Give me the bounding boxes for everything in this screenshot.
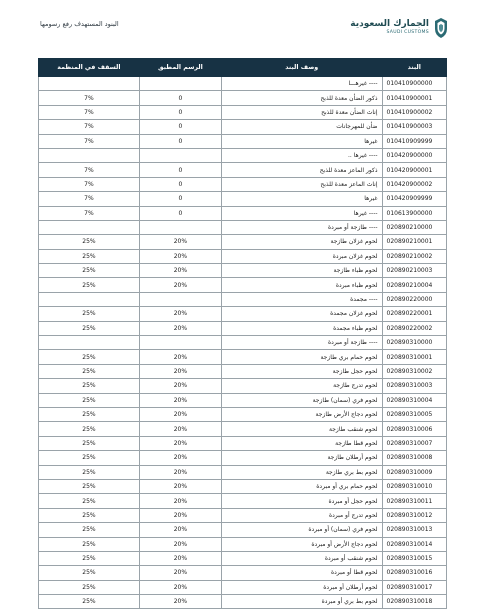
- table-row: [39, 278, 447, 292]
- table-row: [39, 177, 447, 191]
- table-row: [39, 350, 447, 364]
- cap-cell: 25%: [39, 508, 140, 522]
- item-code-cell: 020890310013: [382, 523, 446, 537]
- applied-rate-cell: 20%: [139, 580, 221, 594]
- cap-cell: 25%: [39, 523, 140, 537]
- cap-cell: 25%: [39, 595, 140, 609]
- saudi-customs-emblem-icon: [433, 17, 449, 39]
- column-header-item-code: البند: [382, 59, 446, 77]
- table-row: [39, 307, 447, 321]
- saudi-customs-logo: [350, 15, 449, 41]
- table-row: [39, 220, 447, 234]
- cap-cell: 25%: [39, 278, 140, 292]
- item-code-cell: 020890210000: [382, 220, 446, 234]
- description-cell: لحوم ظباء مجمدة: [221, 321, 382, 335]
- description-cell: لحوم أرطلان أو مبردة: [221, 580, 382, 594]
- item-code-cell: 010420900000: [382, 148, 446, 162]
- cap-cell: 25%: [39, 494, 140, 508]
- cap-cell: 25%: [39, 465, 140, 479]
- table-row: [39, 422, 447, 436]
- item-code-cell: 020890310015: [382, 551, 446, 565]
- table-row: [39, 508, 447, 522]
- description-cell: لحوم فري (سمان) أو مبردة: [221, 523, 382, 537]
- item-code-cell: 020890220000: [382, 292, 446, 306]
- description-cell: ---- طازجة أو مبردة: [221, 336, 382, 350]
- description-cell: إناث الماعز معدة للذبح: [221, 177, 382, 191]
- applied-rate-cell: 20%: [139, 278, 221, 292]
- table-row: [39, 364, 447, 378]
- description-cell: ---- غيرها: [221, 206, 382, 220]
- cap-cell: 7%: [39, 105, 140, 119]
- applied-rate-cell: 0: [139, 206, 221, 220]
- description-cell: لحوم دجاج الأرض طازجة: [221, 407, 382, 421]
- applied-rate-cell: 0: [139, 120, 221, 134]
- description-cell: غيرها: [221, 134, 382, 148]
- item-code-cell: 020890310001: [382, 350, 446, 364]
- table-row: [39, 192, 447, 206]
- item-code-cell: 020890210001: [382, 235, 446, 249]
- item-code-cell: 010420900001: [382, 163, 446, 177]
- item-code-cell: 020890310017: [382, 580, 446, 594]
- cap-cell: 7%: [39, 206, 140, 220]
- table-row: [39, 91, 447, 105]
- description-cell: ---- طازجة أو مبردة: [221, 220, 382, 234]
- applied-rate-cell: [139, 220, 221, 234]
- description-cell: ضأن للمهرجانات: [221, 120, 382, 134]
- item-code-cell: 010613900000: [382, 206, 446, 220]
- table-row: [39, 479, 447, 493]
- cap-cell: 25%: [39, 393, 140, 407]
- table-row: [39, 249, 447, 263]
- table-row: [39, 407, 447, 421]
- item-code-cell: 020890310000: [382, 336, 446, 350]
- description-cell: لحوم بط بري طازجة: [221, 465, 382, 479]
- item-code-cell: 020890310009: [382, 465, 446, 479]
- table-row: [39, 465, 447, 479]
- applied-rate-cell: 20%: [139, 393, 221, 407]
- item-code-cell: 020890210004: [382, 278, 446, 292]
- item-code-cell: 010420909999: [382, 192, 446, 206]
- cap-cell: 25%: [39, 407, 140, 421]
- description-cell: لحوم غزلان مجمدة: [221, 307, 382, 321]
- table-header-row: [39, 59, 447, 77]
- item-code-cell: 020890210002: [382, 249, 446, 263]
- description-cell: ---- غيرها ..: [221, 148, 382, 162]
- table-row: [39, 393, 447, 407]
- cap-cell: [39, 336, 140, 350]
- item-code-cell: 020890310010: [382, 479, 446, 493]
- description-cell: لحوم حجل طازجة: [221, 364, 382, 378]
- item-code-cell: 020890220002: [382, 321, 446, 335]
- applied-rate-cell: 20%: [139, 494, 221, 508]
- column-header-applied-rate: الرسم المطبق: [139, 59, 221, 77]
- cap-cell: 7%: [39, 120, 140, 134]
- table-row: [39, 537, 447, 551]
- table-row: [39, 120, 447, 134]
- applied-rate-cell: 20%: [139, 350, 221, 364]
- applied-rate-cell: 0: [139, 105, 221, 119]
- table-row: [39, 336, 447, 350]
- cap-cell: 7%: [39, 91, 140, 105]
- table-row: [39, 595, 447, 609]
- description-cell: لحوم شنقب طازجة: [221, 422, 382, 436]
- description-cell: لحوم أرطلان طازجة: [221, 451, 382, 465]
- cap-cell: 25%: [39, 307, 140, 321]
- description-cell: لحوم حمام بري أو مبردة: [221, 479, 382, 493]
- item-code-cell: 020890310002: [382, 364, 446, 378]
- tariff-table-container: [38, 58, 447, 609]
- cap-cell: 25%: [39, 321, 140, 335]
- description-cell: ذكور الضأن معدة للذبح: [221, 91, 382, 105]
- table-row: [39, 580, 447, 594]
- item-code-cell: 020890210003: [382, 264, 446, 278]
- cap-cell: 25%: [39, 479, 140, 493]
- applied-rate-cell: 20%: [139, 407, 221, 421]
- item-code-cell: 020890220001: [382, 307, 446, 321]
- description-cell: ذكور الماعز معدة للذبح: [221, 163, 382, 177]
- applied-rate-cell: 0: [139, 177, 221, 191]
- applied-rate-cell: 20%: [139, 465, 221, 479]
- applied-rate-cell: [139, 77, 221, 91]
- item-code-cell: 020890310012: [382, 508, 446, 522]
- item-code-cell: 010420900002: [382, 177, 446, 191]
- table-row: [39, 436, 447, 450]
- item-code-cell: 020890310014: [382, 537, 446, 551]
- description-cell: ---- مجمدة: [221, 292, 382, 306]
- applied-rate-cell: 20%: [139, 264, 221, 278]
- description-cell: غيرها: [221, 192, 382, 206]
- applied-rate-cell: 20%: [139, 566, 221, 580]
- item-code-cell: 020890310003: [382, 379, 446, 393]
- table-row: [39, 264, 447, 278]
- cap-cell: 25%: [39, 422, 140, 436]
- applied-rate-cell: 20%: [139, 307, 221, 321]
- description-cell: ---- غيرهـــا: [221, 77, 382, 91]
- description-cell: إناث الضأن معدة للذبح: [221, 105, 382, 119]
- table-row: [39, 148, 447, 162]
- description-cell: لحوم ظباء طازجة: [221, 264, 382, 278]
- applied-rate-cell: 0: [139, 134, 221, 148]
- applied-rate-cell: 20%: [139, 595, 221, 609]
- applied-rate-cell: 20%: [139, 249, 221, 263]
- applied-rate-cell: 20%: [139, 451, 221, 465]
- cap-cell: 25%: [39, 566, 140, 580]
- logo-english-name: SAUDI CUSTOMS: [386, 30, 429, 36]
- description-cell: لحوم ظباء مبردة: [221, 278, 382, 292]
- table-body: [39, 77, 447, 609]
- cap-cell: 7%: [39, 163, 140, 177]
- cap-cell: 25%: [39, 235, 140, 249]
- item-code-cell: 010410900000: [382, 77, 446, 91]
- description-cell: لحوم فري (سمان) طازجة: [221, 393, 382, 407]
- table-row: [39, 292, 447, 306]
- description-cell: لحوم قطا أو مبردة: [221, 566, 382, 580]
- applied-rate-cell: 20%: [139, 508, 221, 522]
- item-code-cell: 020890310006: [382, 422, 446, 436]
- description-cell: لحوم غزلان مبردة: [221, 249, 382, 263]
- description-cell: لحوم غزلان طازجة: [221, 235, 382, 249]
- applied-rate-cell: 20%: [139, 551, 221, 565]
- table-row: [39, 379, 447, 393]
- table-row: [39, 235, 447, 249]
- cap-cell: [39, 148, 140, 162]
- item-code-cell: 020890310007: [382, 436, 446, 450]
- table-row: [39, 163, 447, 177]
- description-cell: لحوم شنقب أو مبردة: [221, 551, 382, 565]
- item-code-cell: 010410900002: [382, 105, 446, 119]
- cap-cell: 7%: [39, 134, 140, 148]
- tariff-table: [38, 58, 447, 609]
- item-code-cell: 010410909999: [382, 134, 446, 148]
- description-cell: لحوم حمام بري طازجة: [221, 350, 382, 364]
- item-code-cell: 020890310008: [382, 451, 446, 465]
- cap-cell: 25%: [39, 551, 140, 565]
- document-title: البنود المستهدف رفع رسومها: [40, 20, 119, 28]
- table-row: [39, 566, 447, 580]
- cap-cell: [39, 220, 140, 234]
- applied-rate-cell: 20%: [139, 235, 221, 249]
- applied-rate-cell: 20%: [139, 364, 221, 378]
- table-row: [39, 134, 447, 148]
- applied-rate-cell: [139, 336, 221, 350]
- cap-cell: [39, 292, 140, 306]
- description-cell: لحوم دجاج الأرض أو مبردة: [221, 537, 382, 551]
- description-cell: لحوم بط بري أو مبردة: [221, 595, 382, 609]
- applied-rate-cell: 0: [139, 91, 221, 105]
- applied-rate-cell: 20%: [139, 422, 221, 436]
- table-row: [39, 551, 447, 565]
- item-code-cell: 010410900003: [382, 120, 446, 134]
- applied-rate-cell: 20%: [139, 523, 221, 537]
- description-cell: لحوم حجل أو مبردة: [221, 494, 382, 508]
- applied-rate-cell: 20%: [139, 379, 221, 393]
- cap-cell: 25%: [39, 436, 140, 450]
- table-row: [39, 523, 447, 537]
- item-code-cell: 020890310005: [382, 407, 446, 421]
- applied-rate-cell: 0: [139, 163, 221, 177]
- table-row: [39, 77, 447, 91]
- table-row: [39, 494, 447, 508]
- cap-cell: 25%: [39, 379, 140, 393]
- cap-cell: 25%: [39, 350, 140, 364]
- applied-rate-cell: 0: [139, 192, 221, 206]
- item-code-cell: 020890310018: [382, 595, 446, 609]
- applied-rate-cell: [139, 148, 221, 162]
- table-row: [39, 105, 447, 119]
- cap-cell: 7%: [39, 177, 140, 191]
- cap-cell: 25%: [39, 364, 140, 378]
- applied-rate-cell: 20%: [139, 537, 221, 551]
- item-code-cell: 020890310004: [382, 393, 446, 407]
- description-cell: لحوم تدرج طازجة: [221, 379, 382, 393]
- table-row: [39, 451, 447, 465]
- cap-cell: 25%: [39, 537, 140, 551]
- column-header-description: وصف البند: [221, 59, 382, 77]
- cap-cell: 25%: [39, 451, 140, 465]
- table-row: [39, 321, 447, 335]
- logo-arabic-name: الجمارك السعودية: [350, 19, 429, 30]
- description-cell: لحوم قطا طازجة: [221, 436, 382, 450]
- item-code-cell: 010410900001: [382, 91, 446, 105]
- description-cell: لحوم تدرج أو مبردة: [221, 508, 382, 522]
- applied-rate-cell: 20%: [139, 436, 221, 450]
- applied-rate-cell: [139, 292, 221, 306]
- cap-cell: 25%: [39, 264, 140, 278]
- cap-cell: 7%: [39, 192, 140, 206]
- column-header-wto-cap: السقف في المنظمة: [39, 59, 140, 77]
- item-code-cell: 020890310011: [382, 494, 446, 508]
- logo-text: [350, 20, 429, 36]
- applied-rate-cell: 20%: [139, 321, 221, 335]
- item-code-cell: 020890310016: [382, 566, 446, 580]
- cap-cell: 25%: [39, 249, 140, 263]
- cap-cell: [39, 77, 140, 91]
- applied-rate-cell: 20%: [139, 479, 221, 493]
- table-row: [39, 206, 447, 220]
- cap-cell: 25%: [39, 580, 140, 594]
- page-header: [0, 0, 483, 54]
